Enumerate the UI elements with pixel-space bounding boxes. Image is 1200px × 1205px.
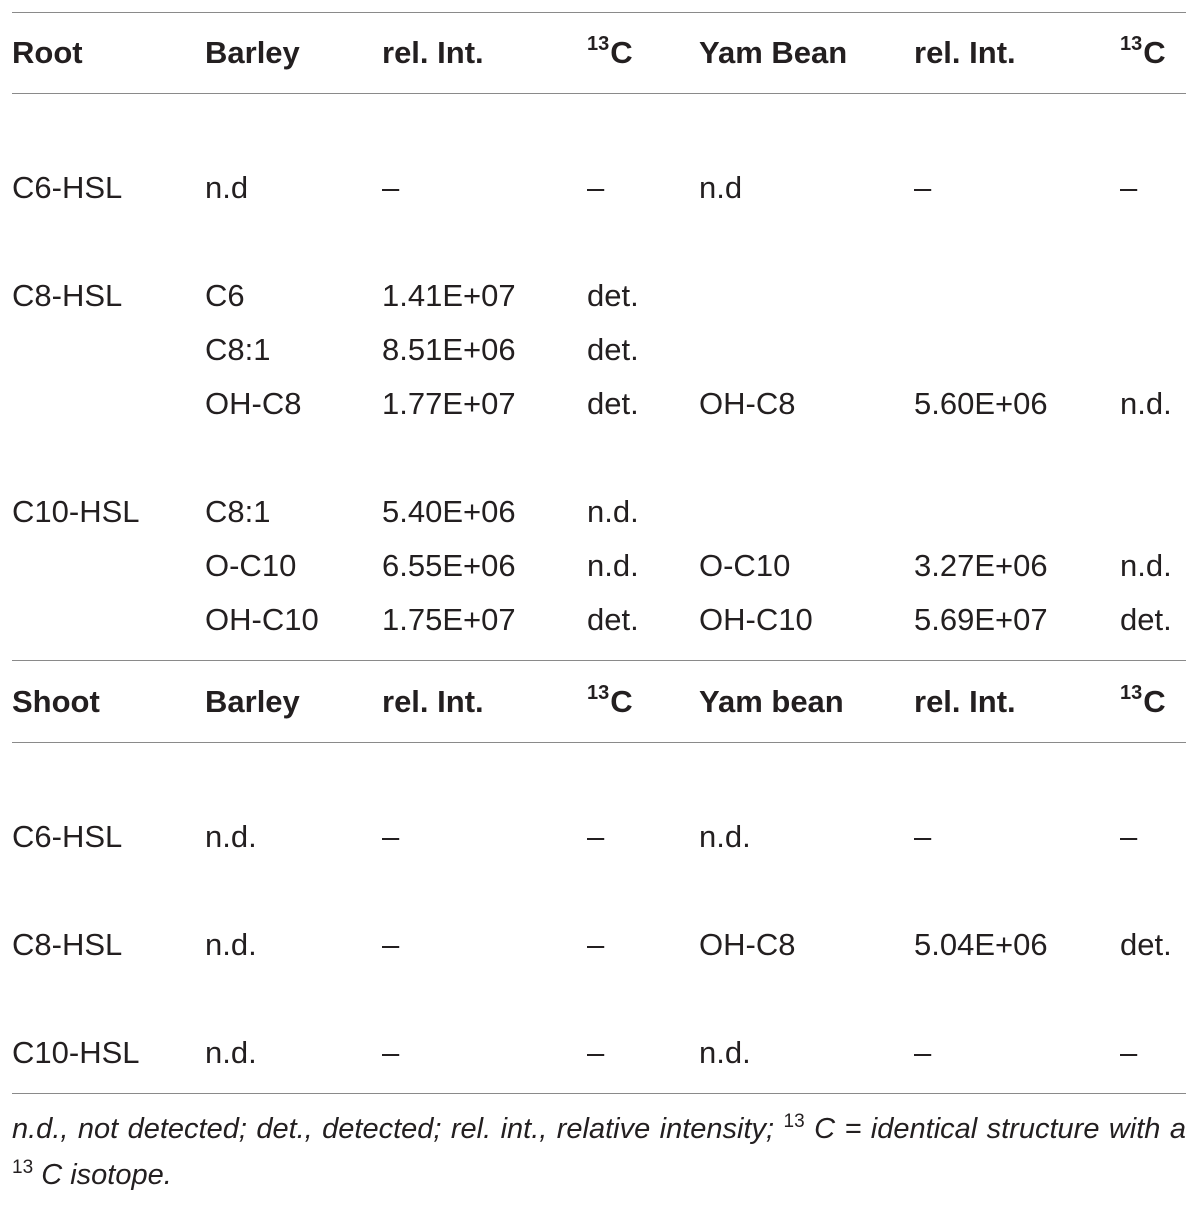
root-cell-compound: C8-HSL	[12, 278, 123, 313]
shoot-header-rel-int-barley: rel. Int.	[382, 684, 484, 719]
root-cell-barley: OH-C8	[205, 386, 302, 421]
shoot-header-13c-barley-symbol: C	[610, 684, 633, 719]
shoot-cell-barley-rel-int: –	[382, 927, 400, 962]
root-cell-barley-13c: det.	[587, 386, 639, 421]
table-top-rule	[12, 12, 1186, 13]
root-header-13c-barley-symbol: C	[610, 35, 633, 70]
root-cell-barley: OH-C10	[205, 602, 319, 637]
shoot-cell-compound: C10-HSL	[12, 1035, 140, 1070]
root-header-13c-yam	[1120, 35, 1166, 75]
root-cell-compound: C6-HSL	[12, 170, 123, 205]
root-header-13c-yam-superscript: 13	[1120, 33, 1143, 55]
root-header-13c-yam-symbol: C	[1143, 35, 1166, 70]
shoot-cell-barley: n.d.	[205, 819, 257, 854]
root-cell-yam-rel-int: 5.60E+06	[914, 386, 1048, 421]
root-cell-barley-rel-int: 6.55E+06	[382, 548, 516, 583]
root-cell-barley: C8:1	[205, 332, 271, 367]
root-cell-yam-rel-int: 5.69E+07	[914, 602, 1048, 637]
root-cell-compound: C10-HSL	[12, 494, 140, 529]
shoot-header-rel-int-yam: rel. Int.	[914, 684, 1016, 719]
shoot-header-13c-yam-superscript: 13	[1120, 682, 1143, 704]
table-bottom-rule	[12, 1093, 1186, 1094]
shoot-cell-barley-rel-int: –	[382, 1035, 400, 1070]
root-header-rel-int-yam: rel. Int.	[914, 35, 1016, 70]
footnote-text-2: C = identical structure with a	[804, 1113, 1186, 1145]
shoot-cell-yam-13c: det.	[1120, 927, 1172, 962]
shoot-cell-barley-rel-int: –	[382, 819, 400, 854]
shoot-cell-yam-bean: n.d.	[699, 819, 751, 854]
root-cell-yam-13c: –	[1120, 170, 1138, 205]
root-header-label: Root	[12, 35, 83, 70]
table-footnote	[12, 1108, 1186, 1200]
shoot-cell-barley: n.d.	[205, 927, 257, 962]
root-cell-barley-rel-int: 1.41E+07	[382, 278, 516, 313]
shoot-cell-barley-13c: –	[587, 1035, 605, 1070]
shoot-cell-yam-13c: –	[1120, 1035, 1138, 1070]
root-cell-yam-13c: n.d.	[1120, 386, 1172, 421]
root-cell-yam-bean: n.d	[699, 170, 743, 205]
root-cell-barley: O-C10	[205, 548, 297, 583]
shoot-header-label: Shoot	[12, 684, 100, 719]
shoot-cell-yam-rel-int: 5.04E+06	[914, 927, 1048, 962]
root-cell-barley-13c: n.d.	[587, 494, 639, 529]
footnote-text-3: C isotope.	[33, 1159, 172, 1191]
root-header-rule	[12, 93, 1186, 94]
root-header-13c-barley-superscript: 13	[587, 33, 610, 55]
root-cell-yam-rel-int: –	[914, 170, 932, 205]
root-cell-barley-13c: n.d.	[587, 548, 639, 583]
root-cell-barley: n.d	[205, 170, 249, 205]
shoot-header-yam-bean: Yam bean	[699, 684, 844, 719]
root-cell-barley-13c: det.	[587, 332, 639, 367]
root-cell-yam-13c: det.	[1120, 602, 1172, 637]
root-cell-yam-bean: OH-C8	[699, 386, 796, 421]
shoot-cell-yam-rel-int: –	[914, 819, 932, 854]
shoot-cell-barley-13c: –	[587, 927, 605, 962]
root-cell-barley-13c: det.	[587, 278, 639, 313]
shoot-cell-compound: C8-HSL	[12, 927, 123, 962]
shoot-header-13c-yam-symbol: C	[1143, 684, 1166, 719]
shoot-cell-yam-rel-int: –	[914, 1035, 932, 1070]
shoot-cell-barley-13c: –	[587, 819, 605, 854]
root-cell-yam-bean: O-C10	[699, 548, 791, 583]
shoot-header-13c-barley-superscript: 13	[587, 682, 610, 704]
shoot-cell-compound: C6-HSL	[12, 819, 123, 854]
root-cell-barley-13c: det.	[587, 602, 639, 637]
root-cell-barley-13c: –	[587, 170, 605, 205]
footnote-superscript-1: 13	[783, 1111, 805, 1132]
root-cell-barley-rel-int: 1.77E+07	[382, 386, 516, 421]
shoot-cell-yam-bean: OH-C8	[699, 927, 796, 962]
root-cell-barley: C6	[205, 278, 245, 313]
section-divider-rule	[12, 660, 1186, 661]
root-header-rel-int-barley: rel. Int.	[382, 35, 484, 70]
root-cell-barley-rel-int: 5.40E+06	[382, 494, 516, 529]
shoot-cell-yam-13c: –	[1120, 819, 1138, 854]
root-cell-yam-bean: OH-C10	[699, 602, 813, 637]
root-header-yam-bean: Yam Bean	[699, 35, 848, 70]
root-header-barley: Barley	[205, 35, 300, 70]
shoot-header-13c-barley	[587, 684, 633, 724]
root-cell-barley-rel-int: –	[382, 170, 400, 205]
root-cell-barley-rel-int: 1.75E+07	[382, 602, 516, 637]
shoot-cell-yam-bean: n.d.	[699, 1035, 751, 1070]
root-cell-yam-rel-int: 3.27E+06	[914, 548, 1048, 583]
root-header-13c-barley	[587, 35, 633, 75]
shoot-header-rule	[12, 742, 1186, 743]
shoot-cell-barley: n.d.	[205, 1035, 257, 1070]
shoot-header-barley: Barley	[205, 684, 300, 719]
shoot-header-13c-yam	[1120, 684, 1166, 724]
root-cell-yam-13c: n.d.	[1120, 548, 1172, 583]
footnote-text-1: n.d., not detected; det., detected; rel. int., relative intensity;	[12, 1113, 784, 1145]
root-cell-barley: C8:1	[205, 494, 271, 529]
footnote-superscript-2: 13	[12, 1157, 34, 1178]
root-cell-barley-rel-int: 8.51E+06	[382, 332, 516, 367]
